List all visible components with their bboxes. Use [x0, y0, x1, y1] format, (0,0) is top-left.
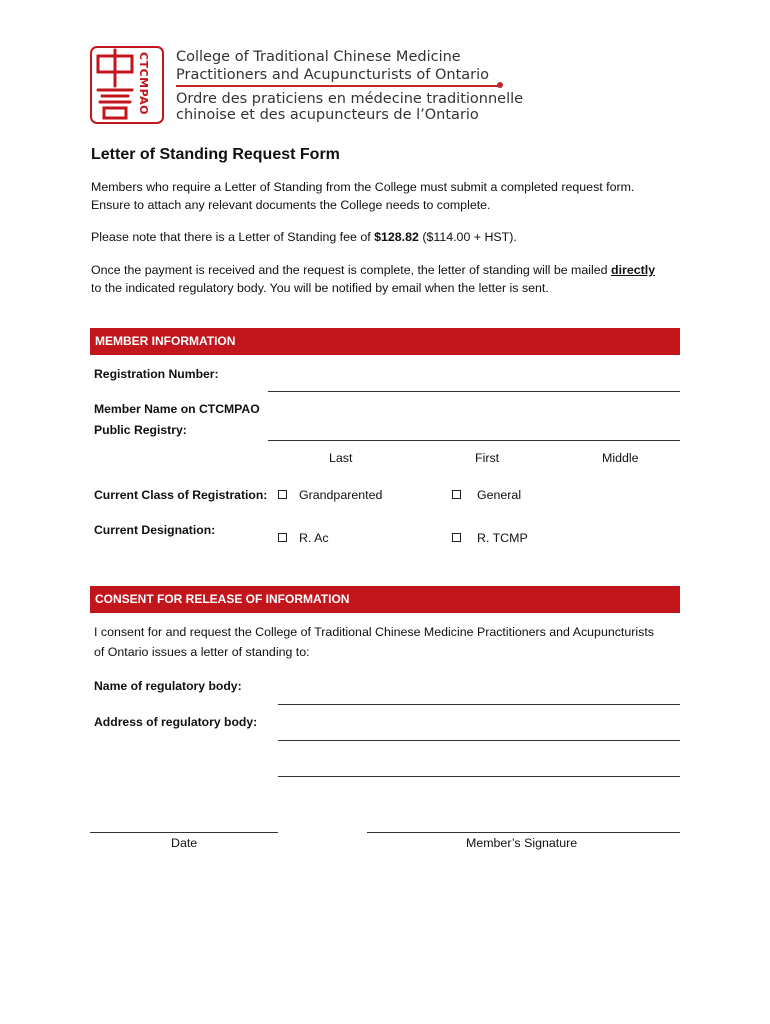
logo-divider [176, 85, 498, 87]
consent-line1: I consent for and request the College of Traditional Chinese Medicine Practitioners and Acupuncturists [94, 625, 654, 639]
r-tcmp-checkbox[interactable] [452, 533, 461, 542]
grandparented-checkbox[interactable] [278, 490, 287, 499]
seal-glyph-icon [98, 50, 132, 118]
intro-line1: Members who require a Letter of Standing from the College must submit a completed request form. [91, 180, 635, 194]
date-label: Date [171, 836, 198, 850]
signature-field[interactable] [367, 832, 680, 833]
general-checkbox[interactable] [452, 490, 461, 499]
regulatory-body-name-field[interactable] [278, 704, 680, 705]
fee-prefix: Please note that there is a Letter of Standing fee of [91, 230, 375, 244]
college-logo-mark [90, 46, 164, 124]
logo-divider-dot [497, 82, 503, 88]
consent-paragraph [94, 622, 694, 662]
intro-line2: Ensure to attach any relevant documents the College needs to complete. [91, 198, 491, 212]
org-name-fr-line1: Ordre des praticiens en médecine traditionnelle [176, 91, 524, 107]
grandparented-option-label: Grandparented [299, 488, 383, 502]
org-name-en-line2: Practitioners and Acupuncturists of Ontario [176, 67, 490, 83]
designation-label: Current Designation: [94, 523, 216, 537]
r-tcmp-option-label: R. TCMP [477, 531, 528, 545]
regulatory-body-address-field-1[interactable] [278, 740, 680, 741]
logo-letters: CTCMPAO [137, 52, 150, 116]
org-name-fr-line2: chinoise et des acupuncteurs de l’Ontario [176, 107, 479, 123]
regulatory-body-address-label: Address of regulatory body: [94, 715, 258, 729]
fee-paragraph [91, 228, 691, 246]
fee-suffix: ($114.00 + HST). [418, 230, 517, 244]
class-of-registration-label: Current Class of Registration: [94, 488, 268, 502]
payment-emphasis: directly [611, 263, 656, 277]
intro-paragraph [91, 178, 691, 214]
payment-paragraph [91, 261, 691, 297]
name-sub-last: Last [329, 451, 353, 465]
registration-number-label: Registration Number: [94, 367, 219, 381]
member-name-label-line2: Public Registry: [94, 423, 187, 437]
signature-label: Member’s Signature [466, 836, 578, 850]
name-sub-middle: Middle [602, 451, 639, 465]
regulatory-body-address-field-2[interactable] [278, 776, 680, 777]
registration-number-field[interactable] [268, 391, 680, 392]
fee-amount: $128.82 [374, 230, 419, 244]
org-name-en-line1: College of Traditional Chinese Medicine [176, 49, 461, 65]
r-ac-checkbox[interactable] [278, 533, 287, 542]
member-information-header: MEMBER INFORMATION [90, 328, 680, 355]
consent-line2: of Ontario issues a letter of standing to: [94, 645, 310, 659]
date-field[interactable] [90, 832, 278, 833]
consent-header: CONSENT FOR RELEASE OF INFORMATION [90, 586, 680, 613]
r-ac-option-label: R. Ac [299, 531, 329, 545]
general-option-label: General [477, 488, 522, 502]
payment-prefix: Once the payment is received and the request is complete, the letter of standing will be mailed [91, 263, 612, 277]
member-name-field[interactable] [268, 440, 680, 441]
payment-line2: to the indicated regulatory body. You will be notified by email when the letter is sent. [91, 281, 549, 295]
member-name-label-line1: Member Name on CTCMPAO [94, 402, 260, 416]
regulatory-body-name-label: Name of regulatory body: [94, 679, 242, 693]
form-title: Letter of Standing Request Form [91, 146, 340, 163]
name-sub-first: First [475, 451, 500, 465]
